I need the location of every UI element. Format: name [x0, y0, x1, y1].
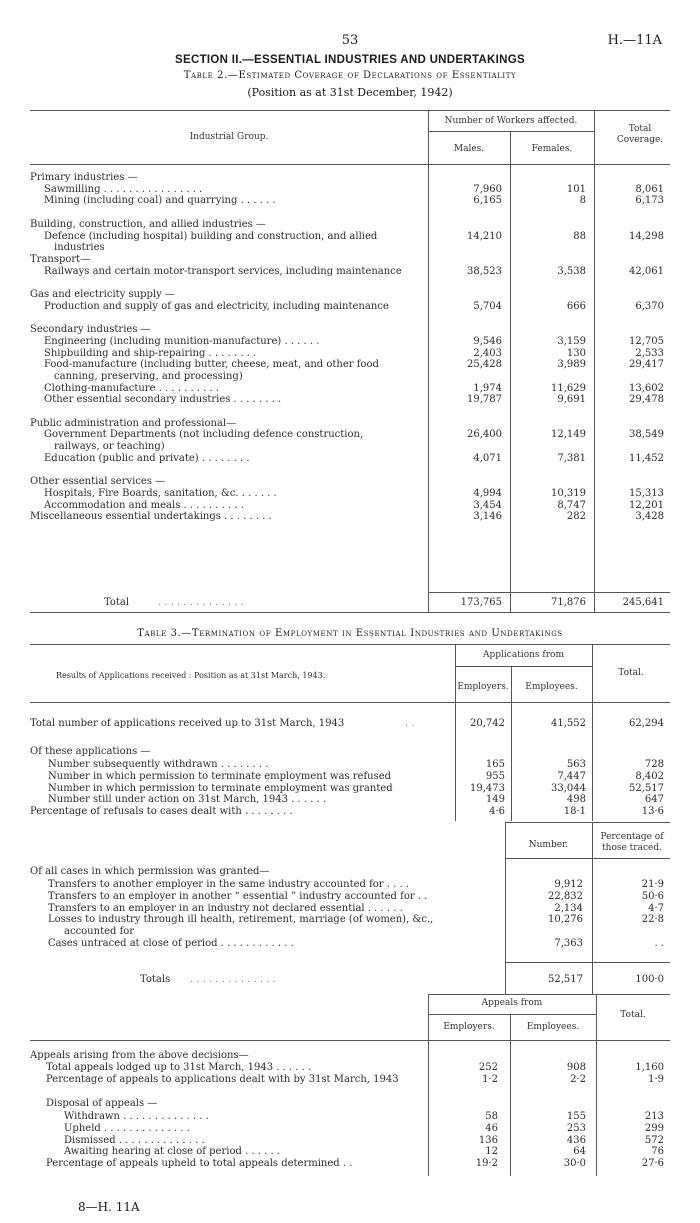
table2-row-total: 29,417: [629, 359, 664, 371]
table3-header-appeals-from: Appeals from: [481, 998, 543, 1008]
table2-header-workers: Number of Workers affected.: [444, 116, 578, 126]
table3-row-employers: 46: [485, 1122, 498, 1134]
table3-row-pct: 22·8: [641, 914, 664, 926]
table3-totals-number: 52,517: [548, 974, 583, 985]
rule: [30, 110, 670, 111]
table2-row-males: 14,210: [467, 230, 502, 242]
table2-row-males: 6,165: [473, 195, 502, 207]
table3-row-total: 76: [651, 1146, 664, 1158]
table2-row-females: 130: [566, 347, 586, 359]
table3-row-total: 572: [644, 1134, 664, 1146]
table3-header-appeals-total: Total.: [620, 1010, 646, 1020]
table2-row-females: 8: [579, 195, 586, 207]
table2-row-males: 3,146: [473, 511, 502, 523]
table2-row-males: 4,994: [473, 487, 502, 499]
table3-row-total: 8,402: [635, 770, 664, 782]
table3-row-employers: 1·2: [482, 1073, 498, 1085]
rule: [428, 592, 670, 593]
table2-row-label: Clothing-manufacture . . . . . . . . . .: [44, 382, 220, 394]
table3-row-employers: 252: [478, 1062, 498, 1073]
table3-row-employers: 12: [485, 1146, 498, 1158]
table2-row-label: Transport—: [30, 253, 91, 265]
table3-row-employers: 149: [485, 794, 505, 806]
table2-row-total: 6,370: [635, 300, 664, 312]
table3-totals-dots: . . . . . . . . . . . . . .: [190, 974, 276, 985]
table2-row-total: 11,452: [629, 452, 664, 464]
table2-row-total: 29,478: [629, 394, 664, 406]
table3-row-label: Number subsequently withdrawn . . . . . . . .: [48, 759, 269, 770]
table3-header-results: Results of Applications received : Position as at 31st March, 1943.: [56, 671, 326, 680]
rule: [30, 612, 670, 613]
table2-row-label: Accommodation and meals . . . . . . . . . .: [44, 499, 244, 511]
table2-row-label: Building, construction, and allied industries —: [30, 218, 266, 230]
table2-row-males: 7,960: [473, 183, 502, 195]
table3-row-label: Percentage of refusals to cases dealt with . . . . . . . .: [30, 806, 293, 818]
table2-row-females: 10,319: [551, 487, 586, 499]
table3-appeals-heading: Appeals arising from the above decisions—: [30, 1050, 249, 1061]
rule: [505, 962, 670, 963]
table2-row-total: 3,428: [635, 511, 664, 523]
table3-row-employers: 4·6: [489, 806, 505, 818]
table2-row-label: industries: [54, 242, 105, 254]
table2-caption: Table 2.—Estimated Coverage of Declarations of Essentiality: [183, 70, 517, 81]
table3-row-label: Number still under action on 31st March, 1943 . . . . . .: [48, 794, 327, 806]
table3-total-employees: 41,552: [551, 718, 586, 729]
table3-row-employees: 155: [566, 1111, 586, 1122]
table3-row-total: 27·6: [641, 1158, 664, 1170]
table3-row-employers: 136: [478, 1134, 498, 1146]
table3-row-label: Upheld . . . . . . . . . . . . . .: [64, 1122, 190, 1134]
table3-row-employees: 253: [566, 1122, 586, 1134]
table3-row-total: 52,517: [629, 782, 664, 794]
table2-row-label: Defence (including hospital) building and construction, and allied: [44, 230, 378, 242]
table2-header-total: Total Coverage.: [616, 124, 664, 145]
table3-row-label: Cases untraced at close of period . . . . . . . . . . . .: [48, 938, 294, 949]
table3-row-employers: 58: [485, 1111, 498, 1122]
table2-row-females: 12,149: [551, 429, 586, 441]
table3-row-employees: 33,044: [551, 782, 586, 794]
rule: [455, 666, 592, 667]
table3-row-label: Transfers to an employer in an industry not declared essential . . . . . .: [48, 902, 403, 914]
table3-header-appeals-employees: Employees.: [526, 1022, 580, 1032]
table2-row-females: 3,538: [557, 265, 586, 277]
table2-row-label: Public administration and professional—: [30, 417, 237, 429]
table3-total-applications-label: Total number of applications received up to 31st March, 1943: [30, 718, 345, 729]
table2-row-females: 9,691: [557, 394, 586, 406]
table2-row-total: 12,705: [629, 335, 664, 347]
page-number: 53: [341, 33, 359, 48]
rule: [428, 1014, 596, 1015]
footer-signature: 8—H. 11A: [78, 1200, 140, 1214]
rule: [428, 131, 594, 132]
table2-total-total: 245,641: [622, 597, 664, 608]
table2-row-total: 15,313: [629, 487, 664, 499]
table3-disposal-heading: Disposal of appeals —: [46, 1098, 158, 1109]
table2-row-label: Miscellaneous essential undertakings . . . . . . . .: [30, 511, 272, 523]
table2-row-females: 3,989: [557, 359, 586, 371]
table3-row-label: Percentage of appeals to applications dealt with by 31st March, 1943: [46, 1073, 399, 1085]
table3-row-employers: 955: [485, 770, 505, 782]
table2-row-label: Government Departments (not including defence construction,: [44, 429, 364, 441]
table2-row-females: 7,381: [557, 452, 586, 464]
table2-row-total: 42,061: [629, 265, 664, 277]
table3-header-applications-from: Applications from: [483, 650, 564, 660]
table3-row-employers: 165: [485, 759, 505, 770]
table3-row-employers: 19·2: [475, 1158, 498, 1170]
table3-row-employees: 908: [566, 1062, 586, 1073]
table2-row-males: 25,428: [467, 359, 502, 371]
rule: [30, 644, 670, 645]
table2-row-females: 666: [566, 300, 586, 312]
table3-row-label: Number in which permission to terminate employment was refused: [48, 770, 392, 782]
table3-row-employees: 30·0: [563, 1158, 586, 1170]
table2-row-label: Production and supply of gas and electricity, including maintenance: [44, 300, 389, 312]
table3-row-number: 10,276: [548, 914, 583, 926]
table3-row-employees: 436: [566, 1134, 586, 1146]
table2-row-label: Food-manufacture (including butter, cheese, meat, and other food: [44, 359, 379, 371]
section-title: SECTION II.—ESSENTIAL INDUSTRIES AND UNDERTAKINGS: [175, 54, 525, 66]
table2-row-label: Education (public and private) . . . . . . . .: [44, 452, 250, 464]
table3-granted-heading: Of all cases in which permission was granted—: [30, 866, 270, 877]
table3-row-pct: . .: [654, 938, 664, 949]
table2-row-females: 11,629: [551, 382, 586, 394]
table3-header-employers: Employers.: [457, 682, 509, 692]
table3-row-label: accounted for: [64, 926, 135, 938]
table3-row-label: Percentage of appeals upheld to total appeals determined . .: [46, 1158, 353, 1170]
table3-row-label: Number in which permission to terminate employment was granted: [48, 782, 393, 794]
table2-row-total: 8,061: [635, 183, 664, 195]
table2-total-label: Total: [104, 597, 130, 608]
table2-row-total: 14,298: [629, 230, 664, 242]
table3-row-employees: 7,447: [557, 770, 586, 782]
table3-row-pct: 50·6: [641, 890, 664, 902]
table3-header-number: Number.: [528, 840, 569, 850]
table2-row-males: 9,546: [473, 335, 502, 347]
table2-row-label: Hospitals, Fire Boards, sanitation, &c. . . . . . .: [44, 487, 277, 499]
table3-header-total: Total.: [618, 668, 644, 678]
table2-row-males: 2,403: [473, 347, 502, 359]
table3-row-number: 9,912: [554, 879, 583, 890]
table2-row-males: 3,454: [473, 499, 502, 511]
table3-total-employers: 20,742: [470, 718, 505, 729]
table3-row-total: 1,160: [635, 1062, 664, 1073]
table2-header-males: Males.: [453, 144, 485, 154]
table2-row-label: Engineering (including munition-manufacture) . . . . . .: [44, 335, 320, 347]
table3-row-pct: 21·9: [641, 879, 664, 890]
table3-row-number: 2,134: [554, 902, 583, 914]
table2-header-group: Industrial Group.: [189, 132, 269, 142]
rule: [428, 994, 670, 995]
table3-total-total: 62,294: [629, 718, 664, 729]
rule: [505, 858, 670, 859]
table3-row-total: 647: [644, 794, 664, 806]
table2-total-females: 71,876: [551, 597, 586, 608]
table2-row-label: Railways and certain motor-transport services, including maintenance: [44, 265, 402, 277]
table2-row-females: 101: [566, 183, 586, 195]
table3-row-total: 13·6: [641, 806, 664, 818]
table2-row-males: 5,704: [473, 300, 502, 312]
table3-row-total: 213: [644, 1111, 664, 1122]
table3-totals-label: Totals: [140, 974, 171, 985]
table3-row-label: Transfers to another employer in the same industry accounted for . . . .: [48, 879, 410, 890]
table2-row-total: 6,173: [635, 195, 664, 207]
table3-row-total: 299: [644, 1122, 664, 1134]
rule: [30, 702, 670, 703]
document-reference: H.—11A: [607, 33, 662, 48]
table2-row-label: Gas and electricity supply —: [30, 289, 175, 300]
table3-row-employees: 64: [573, 1146, 586, 1158]
table2-row-label: Mining (including coal) and quarrying . . . . . .: [44, 195, 276, 207]
table3-row-employees: 18·1: [563, 806, 586, 818]
table3-row-total: 728: [644, 759, 664, 770]
table3-row-label: Transfers to an employer in another “ essential ” industry accounted for . .: [48, 890, 428, 902]
table2-row-label: Other essential secondary industries . . . . . . . .: [44, 394, 282, 406]
rule: [505, 822, 670, 823]
table2-row-females: 88: [573, 230, 586, 242]
table2-row-label: railways, or teaching): [54, 441, 165, 453]
table3-totals-pct: 100·0: [635, 974, 664, 985]
table3-row-employees: 2·2: [570, 1073, 586, 1085]
table3-row-pct: 4·7: [648, 902, 664, 914]
table2-total-dots: . . . . . . . . . . . . . .: [158, 597, 244, 608]
table3-of-these-heading: Of these applications —: [30, 746, 151, 757]
table2-row-total: 38,549: [629, 429, 664, 441]
table2-row-males: 4,071: [473, 452, 502, 464]
table3-row-number: 7,363: [554, 938, 583, 949]
table2-row-females: 8,747: [557, 499, 586, 511]
table3-total-applications-dots: . .: [405, 718, 415, 729]
table2-row-label: Sawmilling . . . . . . . . . . . . . . . .: [44, 183, 203, 195]
table3-header-appeals-employers: Employers.: [443, 1022, 495, 1032]
table3-row-label: Withdrawn . . . . . . . . . . . . . .: [64, 1111, 209, 1122]
table2-row-males: 26,400: [467, 429, 502, 441]
table2-row-males: 1,974: [473, 382, 502, 394]
table3-row-label: Losses to industry through ill health, retirement, marriage (of women), &c.,: [48, 914, 434, 926]
table3-row-employers: 19,473: [470, 782, 505, 794]
table2-row-females: 282: [566, 511, 586, 523]
rule: [30, 1040, 670, 1041]
table2-row-total: 12,201: [629, 499, 664, 511]
table2-row-label: canning, preserving, and processing): [54, 370, 243, 382]
table3-caption: Table 3.—Termination of Employment in Essential Industries and Undertakings: [137, 628, 563, 639]
table2-row-label: Primary industries —: [30, 172, 138, 183]
table2-header-females: Females.: [531, 144, 573, 154]
table3-row-employees: 563: [566, 759, 586, 770]
table3-header-percentage-traced: Percentage of those traced.: [600, 832, 664, 853]
table3-header-employees: Employees.: [525, 682, 578, 692]
table2-row-males: 38,523: [467, 265, 502, 277]
table2-subcaption: (Position as at 31st December, 1942): [247, 86, 453, 99]
table2-row-label: Shipbuilding and ship-repairing . . . . . . . .: [44, 347, 257, 359]
table2-row-females: 3,159: [557, 335, 586, 347]
table2-row-total: 2,533: [635, 347, 664, 359]
table2-total-males: 173,765: [460, 597, 502, 608]
table3-row-label: Awaiting hearing at close of period . . . . . .: [64, 1146, 281, 1158]
table3-row-employees: 498: [566, 794, 586, 806]
table3-row-number: 22,832: [548, 890, 583, 902]
table3-row-label: Total appeals lodged up to 31st March, 1943 . . . . . .: [46, 1062, 312, 1073]
table3-row-total: 1·9: [648, 1073, 664, 1085]
table2-row-label: Secondary industries —: [30, 324, 151, 336]
table2-row-total: 13,602: [629, 382, 664, 394]
table2-row-label: Other essential services —: [30, 476, 166, 488]
table3-row-label: Dismissed . . . . . . . . . . . . . .: [64, 1134, 205, 1146]
table2-row-males: 19,787: [467, 394, 502, 406]
rule: [30, 164, 670, 165]
